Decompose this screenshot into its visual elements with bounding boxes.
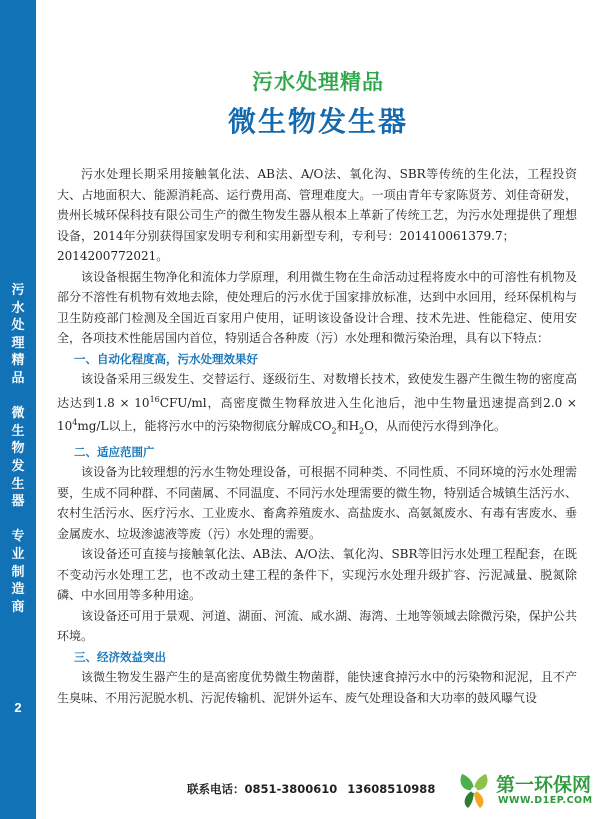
contact-phone-1: 0851-3800610 [244,782,338,796]
sidebar-title-char: 微 [11,406,25,422]
density-text-d: 和H [336,419,360,433]
article-body [57,164,577,708]
h2o-subscript: 2 [359,426,365,436]
paragraph-principle: 该设备根据生物净化和流体力学原理，利用微生物在生命活动过程将废水中的可溶性有机物及部分不溶性有机物有效地去除，使处理后的污水优于国家排放标准，达到中水回用，经环保机构与卫生防疫部门检测及全国近百家用户使用，证明该设备设计合理、技术先进、性能稳定、使用安全，各项技术性能居国内首位，特别适合各种废（污）水处理和微污染治理，具有以下特点： [57,269,577,345]
density-text-e: O，从而使污水得到净化。 [364,419,506,433]
sidebar-title-char: 品 [11,370,25,386]
section-heading-3: 三、经济效益突出 [74,649,166,664]
sidebar-title-char: 生 [11,476,25,492]
leaf-logo-icon [456,770,492,810]
section-heading-1: 一、自动化程度高，污水处理效果好 [74,351,258,366]
density-exponent-2: 4 [72,418,78,427]
contact-footer [187,781,435,797]
density-text-b: CFU/ml，高密度微生物释放进入生化池后，池中生物量迅速提高到2.0 × 10 [57,395,577,433]
paragraph-retrofit: 该设备还可直接与接触氧化法、AB法、A/O法、氧化沟、SBR等旧污水处理工程配套，在既不变动污水处理工艺，也不改动土建工程的条件下，实现污水处理升级扩容、污泥减量、脱氮除磷、中水回用等多种用途。 [57,547,577,603]
sidebar-title-char: 商 [11,599,25,615]
density-text-a: 该设备采用三级发生、交替运行、逐级衍生、对数增长技术，致使发生器产生微生物的密度高达达到1.8 × 10 [57,372,577,410]
contact-label: 联系电话： [187,782,245,796]
sidebar-title-char: 精 [11,353,25,369]
sidebar-title-char: 物 [11,441,25,457]
contact-phone-2: 13608510988 [347,782,436,796]
sidebar-title-char: 业 [11,546,25,562]
page-title-line1: 污水处理精品 [252,70,384,94]
page-title-line2: 微生物发生器 [227,105,408,138]
sidebar-title-char: 专 [11,529,25,545]
paragraph-applications: 该设备为比较理想的污水生物处理设备，可根据不同种类、不同性质、不同环境的污水处理需要，生成不同种群、不同菌属、不同温度、不同污水处理需要的微生物，特别适合城镇生活污水、农村生活污水、医疗污水、工业废水、畜禽养殖废水、高盐废水、高氨氮废水、有毒有害废水、垂金属废水、垃圾渗滤液等废（污）水处理的需要。 [57,465,577,541]
sidebar-title-char: 造 [11,582,25,598]
sidebar-title-char: 生 [11,423,25,439]
sidebar-title-char: 污 [11,283,25,298]
density-exponent-1: 16 [149,394,160,404]
site-logo [456,770,596,814]
logo-site-url: WWW.D1EP.COM [498,795,593,806]
paragraph-density [57,369,577,442]
page-number: 2 [14,700,22,715]
co2-subscript: 2 [331,426,337,436]
sidebar-vertical-title [0,282,36,616]
sidebar-band [0,0,36,819]
section-heading-2: 二、适应范围广 [74,444,155,459]
sidebar-title-char: 器 [11,494,25,510]
sidebar-title-char: 制 [11,564,25,580]
paragraph-intro: 污水处理长期采用接触氧化法、AB法、A/O法、氧化沟、SBR等传统的生化法，工程投资大、占地面积大、能源消耗高、运行费用高、管理难度大。一项由青年专家陈贤芳、刘佳奇研发，贵州长城环保科技有限公司生产的微生物发生器从根本上革新了传统工艺，为污水处理提供了理想设备，2014年分别获得国家发明专利和实用新型专利，专利号：201410061379.7； [57,167,577,243]
sidebar-title-char: 处 [11,318,25,334]
sidebar-title-char: 水 [11,300,25,316]
sidebar-title-char: 发 [11,458,25,474]
paragraph-intro-continued: 2014200772021。 [57,249,169,263]
density-text-c: mg/L以上，能将污水中的污染物彻底分解成CO [77,419,332,433]
paragraph-environment: 该设备还可用于景观、河道、湖面、河流、咸水湖、海湾、土地等领域去除微污染，保护公共环境。 [57,608,577,644]
sidebar-title-char: 理 [11,335,25,351]
logo-site-name: 第一环保网 [496,774,592,796]
paragraph-economics: 该微生物发生器产生的是高密度优势微生物菌群，能快速食掉污水中的污染物和泥泥，且不产生臭味、不用污泥脱水机、污泥传输机、泥饼外运车、废气处理设备和大功率的鼓风曝气设 [57,670,577,705]
